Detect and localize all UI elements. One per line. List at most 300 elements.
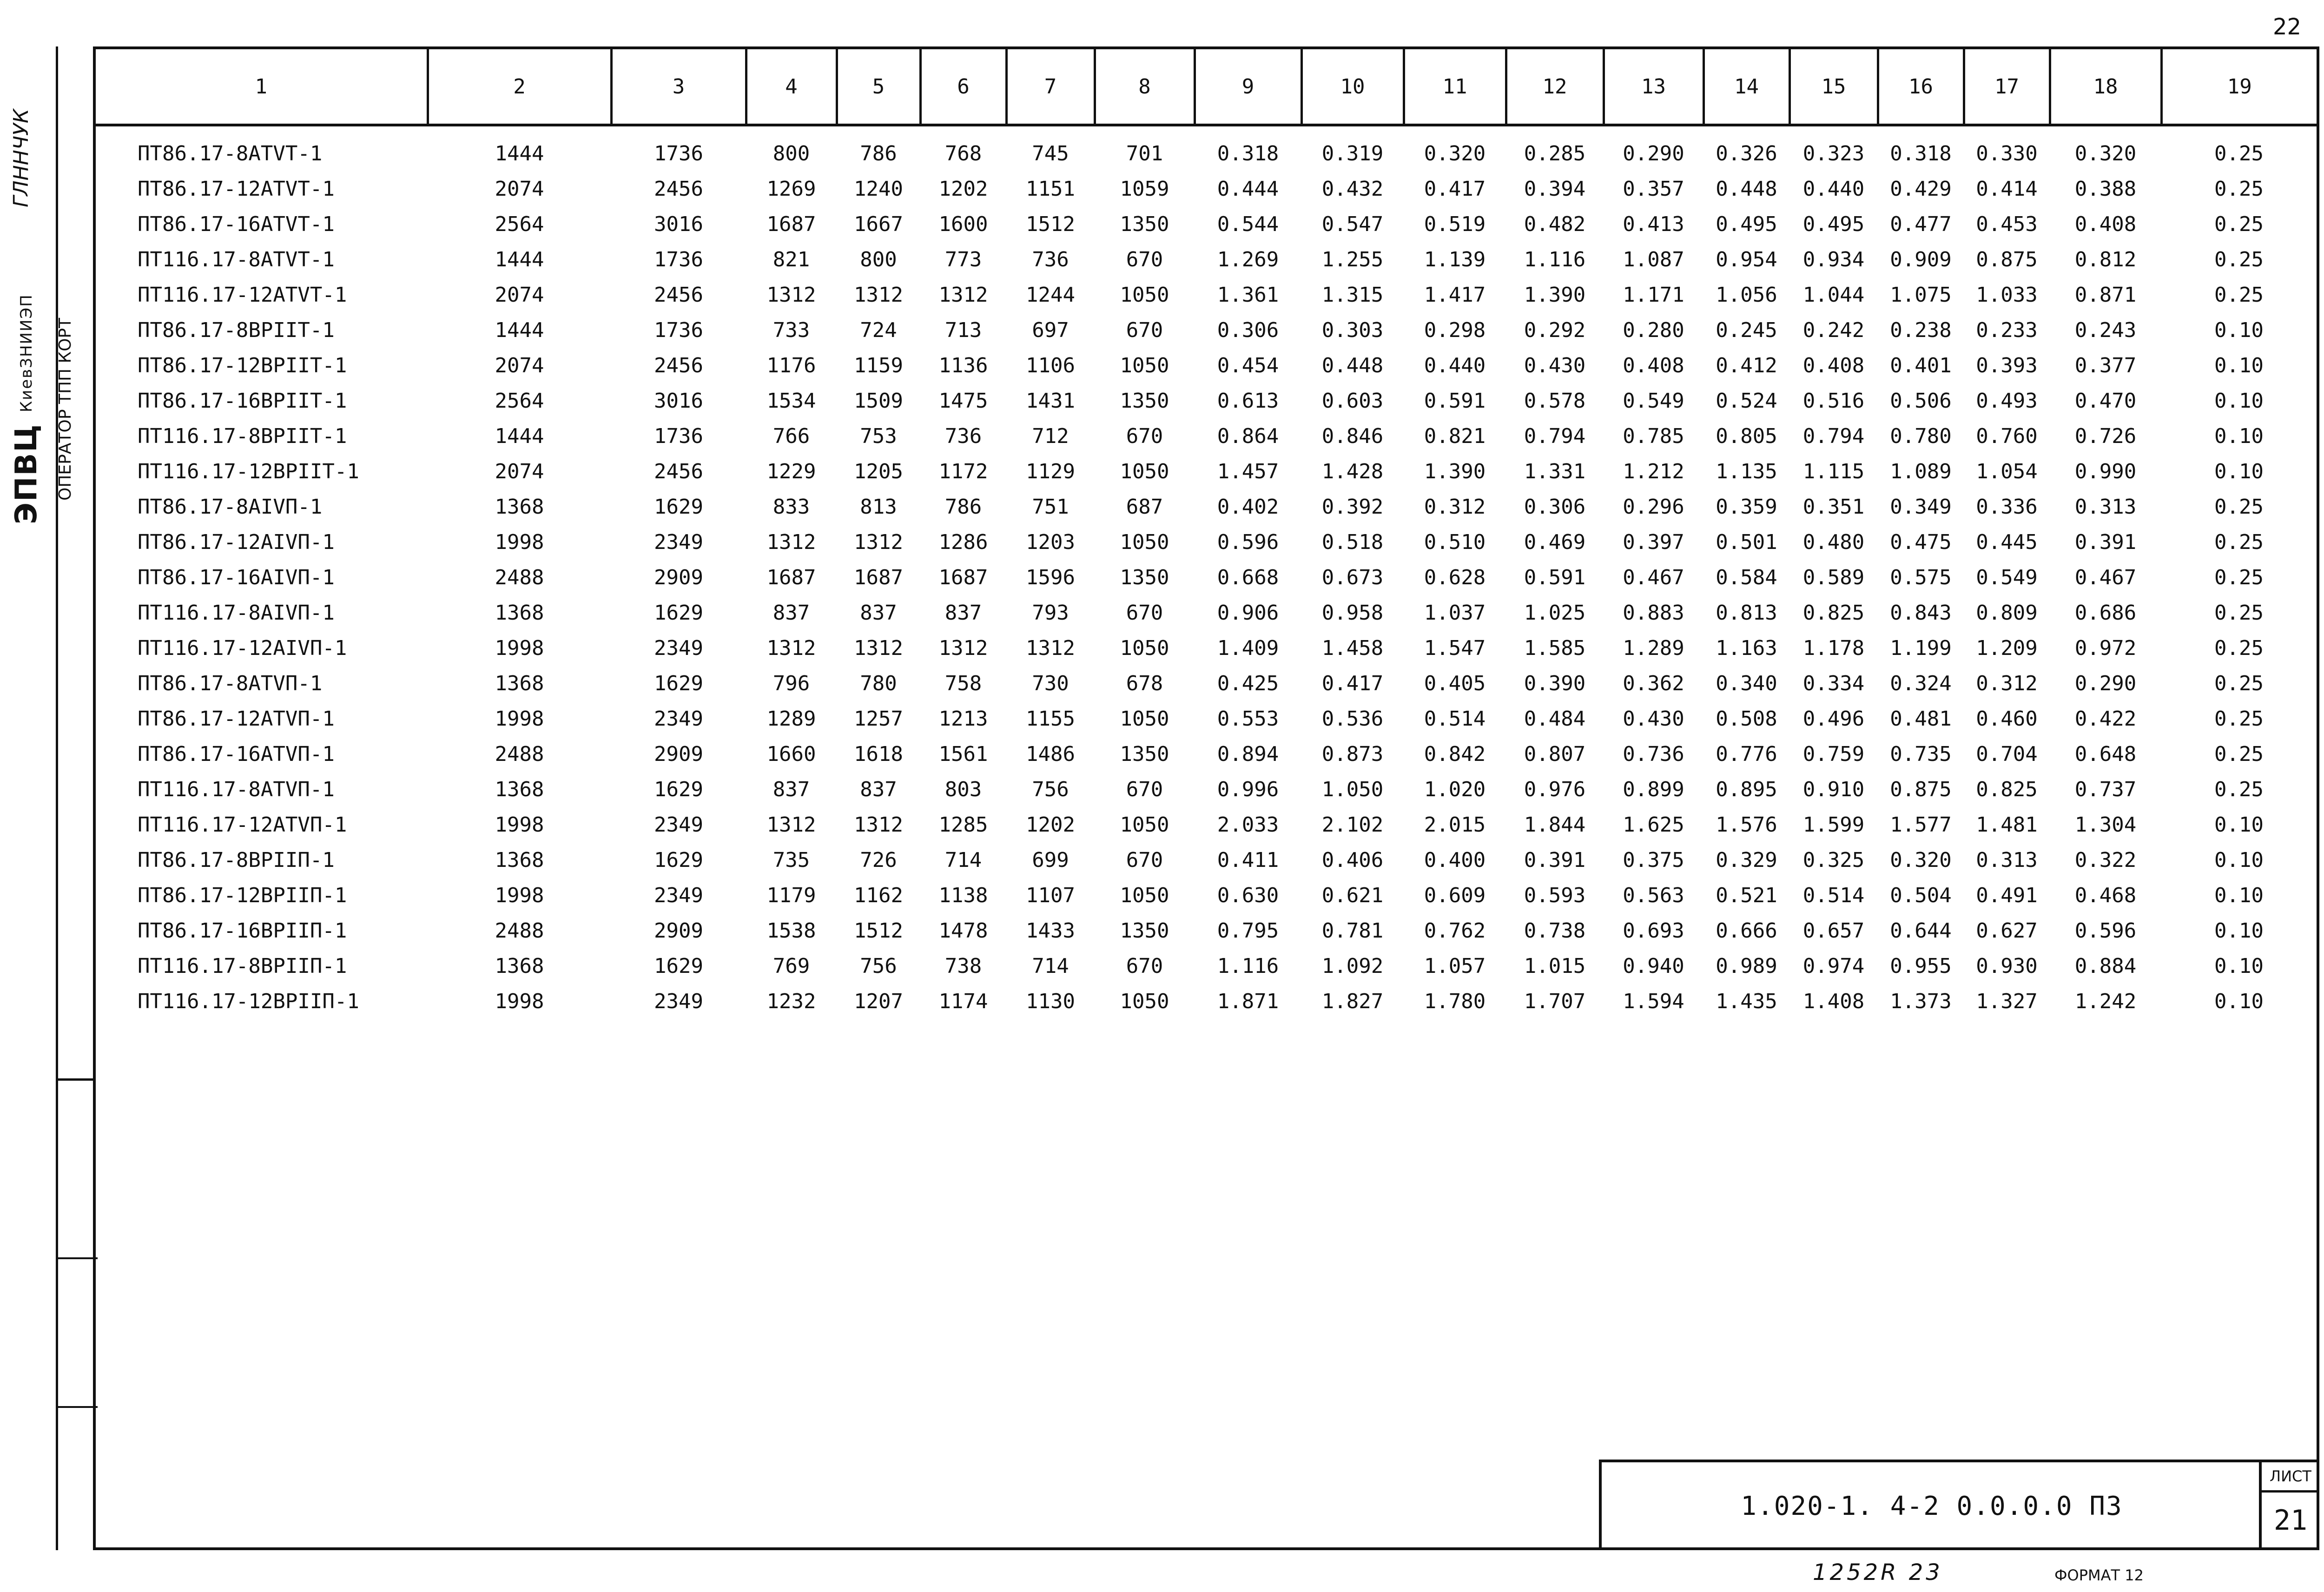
cell-value: 0.493 xyxy=(1976,389,2038,413)
cell-mark: ПТ116.17-12ВРIIТ-1 xyxy=(138,459,359,483)
cell-value: 0.762 xyxy=(1424,918,1486,943)
cell-value: 1998 xyxy=(495,883,544,907)
cell-value: 793 xyxy=(1032,601,1069,625)
cell-value: 1350 xyxy=(1120,742,1169,766)
cell-value: 1.707 xyxy=(1524,989,1586,1013)
cell-value: 738 xyxy=(944,954,982,978)
cell-value: 0.508 xyxy=(1716,707,1777,731)
cell-value: 0.547 xyxy=(1321,212,1384,236)
cell-value: 1444 xyxy=(495,141,544,165)
cell-value: 0.417 xyxy=(1321,671,1384,695)
cell-value: 1629 xyxy=(654,671,703,695)
cell-value: 1050 xyxy=(1120,353,1169,377)
cell-value: 0.319 xyxy=(1321,141,1384,165)
cell-value: 2456 xyxy=(654,177,703,201)
cell-value: 1162 xyxy=(854,883,903,907)
cell-value: 0.470 xyxy=(2074,389,2137,413)
cell-value: 0.414 xyxy=(1976,177,2038,201)
cell-value: 1629 xyxy=(654,601,703,625)
cell-value: 0.25 xyxy=(2214,247,2264,271)
cell-value: 0.25 xyxy=(2214,601,2264,625)
cell-value: 1687 xyxy=(766,212,816,236)
cell-value: 0.519 xyxy=(1424,212,1486,236)
cell-value: 1050 xyxy=(1120,283,1169,307)
cell-mark: ПТ116.17-8АIVП-1 xyxy=(138,601,335,625)
cell-value: 1213 xyxy=(938,707,988,731)
cell-value: 0.989 xyxy=(1716,954,1777,978)
cell-value: 1998 xyxy=(495,989,544,1013)
cell-mark: ПТ86.17-16ВРIIП-1 xyxy=(138,918,347,943)
cell-value: 0.544 xyxy=(1217,212,1279,236)
cell-value: 0.895 xyxy=(1716,777,1777,801)
cell-value: 0.668 xyxy=(1217,565,1279,589)
table-row xyxy=(96,277,2317,312)
cell-value: 0.496 xyxy=(1802,707,1865,731)
cell-value: 837 xyxy=(944,601,982,625)
sheet-number: 21 xyxy=(2273,1504,2308,1537)
cell-value: 0.422 xyxy=(2074,707,2137,731)
cell-value: 2564 xyxy=(495,389,544,413)
cell-value: 0.25 xyxy=(2214,141,2264,165)
cell-value: 0.596 xyxy=(2074,918,2137,943)
cell-value: 1.087 xyxy=(1623,247,1684,271)
cell-value: 0.812 xyxy=(2074,247,2137,271)
cell-value: 0.313 xyxy=(2074,495,2137,519)
cell-value: 1312 xyxy=(1026,636,1075,660)
cell-value: 768 xyxy=(944,141,982,165)
cell-value: 1050 xyxy=(1120,813,1169,837)
cell-value: 0.524 xyxy=(1716,389,1777,413)
cell-value: 1512 xyxy=(1026,212,1075,236)
cell-value: 3016 xyxy=(654,389,703,413)
cell-value: 1.428 xyxy=(1321,459,1384,483)
cell-value: 0.460 xyxy=(1976,707,2038,731)
cell-value: 0.864 xyxy=(1217,424,1279,448)
cell-value: 1.585 xyxy=(1524,636,1586,660)
table-row xyxy=(96,878,2317,913)
cell-value: 0.233 xyxy=(1976,318,2038,342)
cell-value: 0.390 xyxy=(1524,671,1586,695)
column-header-12: 12 xyxy=(1506,49,1604,125)
column-header-6: 6 xyxy=(920,49,1006,125)
cell-value: 0.10 xyxy=(2214,989,2264,1013)
cell-value: 670 xyxy=(1126,247,1163,271)
cell-value: 2456 xyxy=(654,459,703,483)
cell-value: 0.10 xyxy=(2214,459,2264,483)
cell-value: 1629 xyxy=(654,954,703,978)
cell-value: 745 xyxy=(1032,141,1069,165)
cell-value: 0.25 xyxy=(2214,707,2264,731)
cell-value: 1660 xyxy=(766,742,816,766)
cell-mark: ПТ116.17-8АТVП-1 xyxy=(138,777,335,801)
cell-value: 2488 xyxy=(495,742,544,766)
cell-value: 0.510 xyxy=(1424,530,1486,554)
cell-value: 0.391 xyxy=(1524,848,1586,872)
cell-value: 0.394 xyxy=(1524,177,1586,201)
cell-value: 1244 xyxy=(1026,283,1075,307)
cell-value: 800 xyxy=(772,141,810,165)
cell-value: 753 xyxy=(860,424,897,448)
cell-value: 1629 xyxy=(654,495,703,519)
table-row xyxy=(96,666,2317,701)
cell-value: 0.408 xyxy=(1623,353,1684,377)
cell-value: 1.599 xyxy=(1802,813,1865,837)
table-row xyxy=(96,595,2317,630)
column-header-15: 15 xyxy=(1789,49,1878,125)
cell-value: 1050 xyxy=(1120,883,1169,907)
cell-value: 0.484 xyxy=(1524,707,1586,731)
cell-value: 0.322 xyxy=(2074,848,2137,872)
cell-mark: ПТ86.17-12ВРIIП-1 xyxy=(138,883,347,907)
cell-mark: ПТ86.17-8ВРIIТ-1 xyxy=(138,318,335,342)
cell-value: 2564 xyxy=(495,212,544,236)
cell-value: 712 xyxy=(1032,424,1069,448)
cell-value: 0.795 xyxy=(1217,918,1279,943)
cell-value: 1368 xyxy=(495,601,544,625)
cell-value: 0.320 xyxy=(2074,141,2137,165)
cell-value: 714 xyxy=(944,848,982,872)
cell-mark: ПТ86.17-16АТVП-1 xyxy=(138,742,335,766)
cell-value: 0.575 xyxy=(1890,565,1952,589)
table-row xyxy=(96,524,2317,560)
cell-value: 1.458 xyxy=(1321,636,1384,660)
cell-value: 670 xyxy=(1126,954,1163,978)
cell-value: 1136 xyxy=(938,353,988,377)
cell-value: 0.10 xyxy=(2214,954,2264,978)
column-header-17: 17 xyxy=(1964,49,2050,125)
cell-value: 0.821 xyxy=(1424,424,1486,448)
column-header-19: 19 xyxy=(2161,49,2317,125)
cell-value: 0.467 xyxy=(2074,565,2137,589)
cell-value: 0.825 xyxy=(1802,601,1865,625)
cell-value: 786 xyxy=(860,141,897,165)
cell-value: 1534 xyxy=(766,389,816,413)
cell-value: 2909 xyxy=(654,565,703,589)
cell-value: 0.10 xyxy=(2214,813,2264,837)
cell-value: 0.306 xyxy=(1524,495,1586,519)
cell-value: 833 xyxy=(772,495,810,519)
cell-value: 0.738 xyxy=(1524,918,1586,943)
cell-value: 1.171 xyxy=(1623,283,1684,307)
cell-value: 1.304 xyxy=(2074,813,2137,837)
cell-value: 0.238 xyxy=(1890,318,1952,342)
column-header-2: 2 xyxy=(428,49,611,125)
cell-mark: ПТ86.17-8АIVП-1 xyxy=(138,495,323,519)
cell-value: 1312 xyxy=(854,813,903,837)
cell-value: 1207 xyxy=(854,989,903,1013)
cell-value: 1444 xyxy=(495,424,544,448)
cell-value: 1.269 xyxy=(1217,247,1279,271)
cell-value: 1176 xyxy=(766,353,816,377)
cell-value: 0.686 xyxy=(2074,601,2137,625)
cell-value: 701 xyxy=(1126,141,1163,165)
cell-value: 670 xyxy=(1126,601,1163,625)
cell-value: 0.10 xyxy=(2214,424,2264,448)
cell-value: 0.627 xyxy=(1976,918,2038,943)
cell-value: 0.518 xyxy=(1321,530,1384,554)
cell-value: 1.116 xyxy=(1524,247,1586,271)
cell-value: 1106 xyxy=(1026,353,1075,377)
cell-value: 1.577 xyxy=(1890,813,1952,837)
cell-value: 766 xyxy=(772,424,810,448)
cell-value: 733 xyxy=(772,318,810,342)
cell-value: 0.648 xyxy=(2074,742,2137,766)
table-row xyxy=(96,418,2317,454)
table-row xyxy=(96,948,2317,984)
lower-stamp-box xyxy=(56,1078,95,1550)
cell-value: 0.468 xyxy=(2074,883,2137,907)
cell-value: 0.320 xyxy=(1424,141,1486,165)
cell-value: 670 xyxy=(1126,424,1163,448)
cell-value: 1.547 xyxy=(1424,636,1486,660)
cell-value: 1618 xyxy=(854,742,903,766)
cell-value: 1151 xyxy=(1026,177,1075,201)
cell-value: 1312 xyxy=(766,813,816,837)
stamp-signature-name: ГЛННЧУК xyxy=(9,109,33,207)
cell-value: 1107 xyxy=(1026,883,1075,907)
cell-value: 1059 xyxy=(1120,177,1169,201)
cell-value: 0.955 xyxy=(1890,954,1952,978)
cell-value: 1.827 xyxy=(1321,989,1384,1013)
cell-value: 0.781 xyxy=(1321,918,1384,943)
cell-value: 2349 xyxy=(654,813,703,837)
cell-value: 1475 xyxy=(938,389,988,413)
cell-value: 1312 xyxy=(854,636,903,660)
cell-value: 736 xyxy=(944,424,982,448)
cell-value: 0.10 xyxy=(2214,918,2264,943)
cell-value: 1998 xyxy=(495,530,544,554)
cell-value: 0.613 xyxy=(1217,389,1279,413)
cell-value: 0.593 xyxy=(1524,883,1586,907)
cell-value: 0.884 xyxy=(2074,954,2137,978)
cell-value: 1.435 xyxy=(1716,989,1777,1013)
cell-value: 1138 xyxy=(938,883,988,907)
cell-value: 0.549 xyxy=(1623,389,1684,413)
cell-value: 1509 xyxy=(854,389,903,413)
table-row xyxy=(96,701,2317,736)
cell-value: 0.25 xyxy=(2214,671,2264,695)
cell-value: 0.735 xyxy=(1890,742,1952,766)
cell-value: 730 xyxy=(1032,671,1069,695)
column-header-14: 14 xyxy=(1703,49,1789,125)
cell-value: 0.326 xyxy=(1716,141,1777,165)
table-row xyxy=(96,312,2317,348)
cell-value: 1444 xyxy=(495,318,544,342)
cell-value: 0.397 xyxy=(1623,530,1684,554)
cell-value: 0.704 xyxy=(1976,742,2038,766)
cell-value: 0.506 xyxy=(1890,389,1952,413)
cell-value: 1538 xyxy=(766,918,816,943)
table-row xyxy=(96,383,2317,418)
cell-value: 1368 xyxy=(495,954,544,978)
cell-value: 1312 xyxy=(766,636,816,660)
cell-value: 0.495 xyxy=(1802,212,1865,236)
column-header-10: 10 xyxy=(1301,49,1404,125)
cell-value: 1350 xyxy=(1120,389,1169,413)
cell-value: 0.621 xyxy=(1321,883,1384,907)
cell-value: 1312 xyxy=(938,636,988,660)
cell-value: 0.475 xyxy=(1890,530,1952,554)
cell-value: 0.726 xyxy=(2074,424,2137,448)
cell-value: 0.805 xyxy=(1716,424,1777,448)
cell-value: 1285 xyxy=(938,813,988,837)
cell-value: 0.794 xyxy=(1524,424,1586,448)
cell-value: 0.330 xyxy=(1976,141,2038,165)
cell-value: 0.504 xyxy=(1890,883,1952,907)
cell-value: 1.361 xyxy=(1217,283,1279,307)
cell-mark: ПТ116.17-12ВРIIП-1 xyxy=(138,989,359,1013)
cell-value: 1.255 xyxy=(1321,247,1384,271)
cell-value: 1129 xyxy=(1026,459,1075,483)
cell-value: 0.553 xyxy=(1217,707,1279,731)
cell-value: 1.163 xyxy=(1716,636,1777,660)
cell-value: 0.306 xyxy=(1217,318,1279,342)
cell-value: 0.392 xyxy=(1321,495,1384,519)
column-header-9: 9 xyxy=(1195,49,1301,125)
cell-value: 0.894 xyxy=(1217,742,1279,766)
cell-value: 0.318 xyxy=(1890,141,1952,165)
cell-value: 1289 xyxy=(766,707,816,731)
table-row xyxy=(96,984,2317,1019)
cell-value: 1.178 xyxy=(1802,636,1865,660)
cell-value: 0.491 xyxy=(1976,883,2038,907)
cell-value: 0.285 xyxy=(1524,141,1586,165)
cell-value: 0.362 xyxy=(1623,671,1684,695)
cell-value: 0.402 xyxy=(1217,495,1279,519)
cell-value: 1736 xyxy=(654,318,703,342)
cell-value: 1.139 xyxy=(1424,247,1486,271)
cell-value: 678 xyxy=(1126,671,1163,695)
cell-value: 0.448 xyxy=(1321,353,1384,377)
cell-mark: ПТ116.17-12АТVТ-1 xyxy=(138,283,347,307)
table-row xyxy=(96,348,2317,383)
cell-value: 0.432 xyxy=(1321,177,1384,201)
cell-value: 0.351 xyxy=(1802,495,1865,519)
cell-value: 0.406 xyxy=(1321,848,1384,872)
cell-value: 0.25 xyxy=(2214,283,2264,307)
cell-value: 751 xyxy=(1032,495,1069,519)
cell-value: 1736 xyxy=(654,424,703,448)
cell-value: 0.521 xyxy=(1716,883,1777,907)
column-header-1: 1 xyxy=(96,49,428,125)
cell-value: 1.315 xyxy=(1321,283,1384,307)
table-body xyxy=(96,125,2317,1019)
cell-value: 0.899 xyxy=(1623,777,1684,801)
cell-value: 2074 xyxy=(495,353,544,377)
cell-mark: ПТ86.17-16ВРIIТ-1 xyxy=(138,389,347,413)
stamp-org-sub: КиевЗНИИЭП xyxy=(17,294,36,412)
cell-value: 0.976 xyxy=(1524,777,1586,801)
cell-value: 756 xyxy=(860,954,897,978)
cell-value: 0.940 xyxy=(1623,954,1684,978)
cell-value: 0.440 xyxy=(1802,177,1865,201)
cell-value: 0.737 xyxy=(2074,777,2137,801)
cell-value: 0.401 xyxy=(1890,353,1952,377)
table-row xyxy=(96,454,2317,489)
cell-value: 714 xyxy=(1032,954,1069,978)
cell-value: 1.209 xyxy=(1976,636,2038,660)
cell-value: 1561 xyxy=(938,742,988,766)
cell-value: 1998 xyxy=(495,813,544,837)
cell-value: 0.453 xyxy=(1976,212,2038,236)
cell-value: 0.334 xyxy=(1802,671,1865,695)
cell-value: 1050 xyxy=(1120,989,1169,1013)
cell-value: 1.289 xyxy=(1623,636,1684,660)
cell-value: 2909 xyxy=(654,742,703,766)
cell-value: 736 xyxy=(1032,247,1069,271)
cell-value: 1736 xyxy=(654,141,703,165)
cell-value: 837 xyxy=(772,601,810,625)
cell-value: 1.037 xyxy=(1424,601,1486,625)
cell-value: 1.871 xyxy=(1217,989,1279,1013)
stamp-org-main: ЭПВЦ xyxy=(9,423,44,524)
cell-value: 0.320 xyxy=(1890,848,1952,872)
cell-value: 1998 xyxy=(495,707,544,731)
cell-mark: ПТ86.17-12АТVП-1 xyxy=(138,707,335,731)
cell-mark: ПТ86.17-12АТVТ-1 xyxy=(138,177,335,201)
cell-value: 2349 xyxy=(654,530,703,554)
cell-value: 1.116 xyxy=(1217,954,1279,978)
cell-value: 2074 xyxy=(495,283,544,307)
cell-value: 2349 xyxy=(654,883,703,907)
column-header-4: 4 xyxy=(746,49,837,125)
cell-value: 1.056 xyxy=(1716,283,1777,307)
cell-value: 0.930 xyxy=(1976,954,2038,978)
cell-value: 0.780 xyxy=(1890,424,1952,448)
cell-value: 1.115 xyxy=(1802,459,1865,483)
cell-value: 0.578 xyxy=(1524,389,1586,413)
cell-value: 1.373 xyxy=(1890,989,1952,1013)
cell-value: 0.482 xyxy=(1524,212,1586,236)
corner-page-mark: 22 xyxy=(2273,14,2302,40)
table-row xyxy=(96,125,2317,171)
cell-value: 0.809 xyxy=(1976,601,2038,625)
cell-value: 1350 xyxy=(1120,565,1169,589)
cell-value: 0.873 xyxy=(1321,742,1384,766)
cell-value: 1.020 xyxy=(1424,777,1486,801)
cell-value: 1155 xyxy=(1026,707,1075,731)
cell-value: 2.033 xyxy=(1217,813,1279,837)
cell-value: 0.10 xyxy=(2214,389,2264,413)
cell-mark: ПТ86.17-16АIVП-1 xyxy=(138,565,335,589)
cell-value: 0.357 xyxy=(1623,177,1684,201)
cell-value: 1205 xyxy=(854,459,903,483)
cell-value: 0.25 xyxy=(2214,530,2264,554)
cell-value: 1433 xyxy=(1026,918,1075,943)
sheet-label: ЛИСТ xyxy=(2262,1462,2319,1493)
cell-value: 0.325 xyxy=(1802,848,1865,872)
column-header-8: 8 xyxy=(1095,49,1195,125)
cell-value: 1687 xyxy=(938,565,988,589)
cell-value: 0.377 xyxy=(2074,353,2137,377)
cell-value: 0.242 xyxy=(1802,318,1865,342)
cell-value: 699 xyxy=(1032,848,1069,872)
cell-value: 1.844 xyxy=(1524,813,1586,837)
cell-value: 1.033 xyxy=(1976,283,2038,307)
cell-value: 0.974 xyxy=(1802,954,1865,978)
cell-value: 1050 xyxy=(1120,530,1169,554)
cell-value: 1312 xyxy=(854,530,903,554)
cell-value: 821 xyxy=(772,247,810,271)
cell-value: 0.445 xyxy=(1976,530,2038,554)
cell-value: 0.883 xyxy=(1623,601,1684,625)
cell-value: 1629 xyxy=(654,848,703,872)
cell-value: 773 xyxy=(944,247,982,271)
cell-value: 0.958 xyxy=(1321,601,1384,625)
cell-value: 800 xyxy=(860,247,897,271)
cell-value: 1312 xyxy=(938,283,988,307)
cell-value: 0.813 xyxy=(1716,601,1777,625)
